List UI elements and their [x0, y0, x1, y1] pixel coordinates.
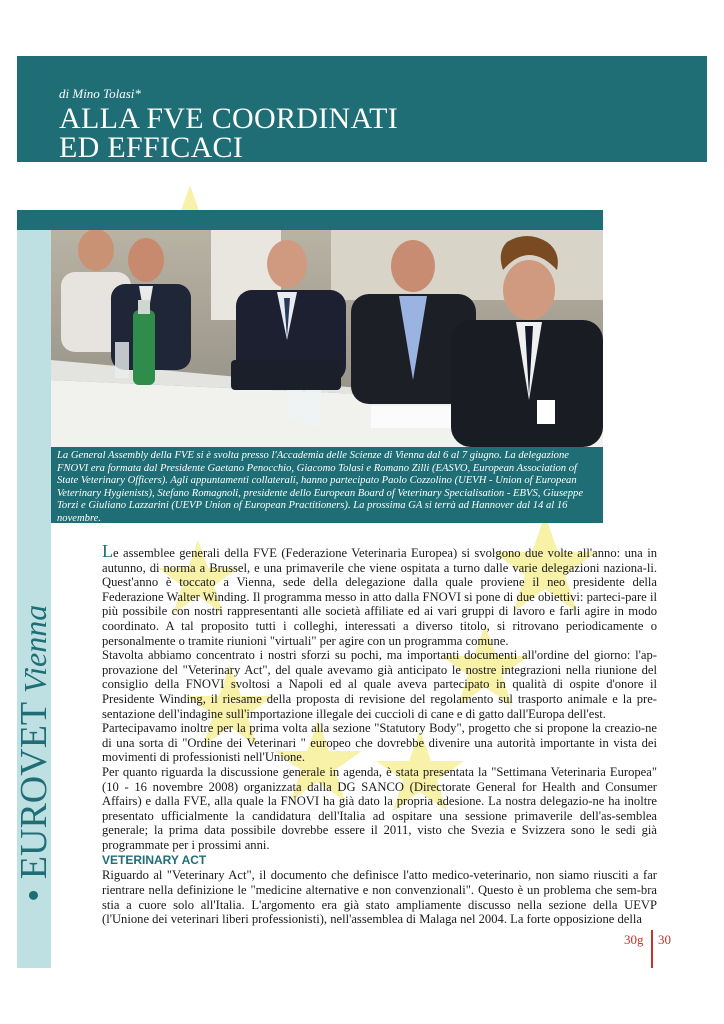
- title-line-2: ED EFFICACI: [59, 131, 244, 164]
- body-paragraph: Per quanto riguarda la discussione generale in agenda, è stata presentata la "Settimana Veterinaria Europea" (10 - 16 novembre 2008) organizzata dalla DG SANCO (Directorate General for Health and Consumer Affairs) e dalla FVE, alla quale la FNOVI ha già dato la propria adesione. La nostra delegazio-ne ha inoltre presentato ufficialmente la candidatura dell'Italia ad ospitare una sessione primaverile dell'as-semblea generale; la prima data possibile dovrebbe essere il 2011, visto che Svezia e Svizzera sono le sedi già programmate per i prossimi anni.: [102, 764, 657, 852]
- page-number: 30: [658, 932, 671, 947]
- paragraph-1-text: e assemblee generali della FVE (Federazione Veterinaria Europea) si svolgono due volte all'anno: una in autunno, di norma a Brussel, e una primaverile che viene ospitata a turno dalle varie delegazioni naziona-li. Quest'anno è toccato a Vienna, sede della delegazione dalla quale proviene il neo presidente della Federazione Walter Winding. Il programma messo in atto dalla FNOVI si pone di due obiettivi: parteci-pare il più possibile con nostri rappresentanti alle società affiliate ed ai vari gruppi di lavoro e farli agire in modo coordinato. A tal proposito tutti i colleghi, interessati a diverso titolo, si ritrovano periodicamente o personalmente o tramite riunioni "virtuali" per agire con un programma comune.: [102, 546, 657, 648]
- body-paragraph: [102, 541, 657, 648]
- sidebar-label-place: Vienna: [17, 604, 53, 694]
- article-body: [102, 541, 657, 927]
- photo-illustration: [51, 230, 603, 447]
- dropcap: L: [102, 541, 113, 561]
- sidebar-label-main: • EUROVET: [13, 702, 55, 902]
- water-bottle: [133, 310, 155, 385]
- body-paragraph: Riguardo al "Veterinary Act", il documento che definisce l'atto medico-veterinario, non siamo riusciti a far rientrare nella definizione le "medicine alternative e non convenzionali". Questo è un problema che sem-bra stia a cuore solo all'Italia. L'argomento era già stato ampliamente discusso nella sezione della UEVP (l'Unione dei veterinari liberi professionisti), nell'assemblea di Malaga nel 2004. La forte opposizione della: [102, 868, 657, 927]
- page-number-divider: [651, 930, 653, 968]
- body-paragraph: Stavolta abbiamo concentrato i nostri sforzi su pochi, ma importanti documenti all'ordine del giorno: l'ap-provazione del "Veterinary Act", del quale avevamo già anticipato le nostre integrazioni nella riunione del consiglio della FNOVI svoltosi a Napoli ed al quale aveva partecipato in qualità di ospite d'onore il Presidente Winding, il riesame della proposta di revisione del regolamento sul trasporto animale e la pre-sentazione dell'indagine sull'importazione illegale dei cuccioli di cane e di gatto dall'Europa dell'est.: [102, 648, 657, 721]
- photo-top-bar: [17, 210, 603, 230]
- title-line-1: ALLA FVE COORDINATI: [59, 102, 399, 135]
- article-header: [17, 56, 707, 162]
- page-number-label: 30g: [624, 932, 644, 947]
- sidebar-section-label: [15, 605, 54, 902]
- section-sidebar: [13, 230, 55, 968]
- author-byline: di Mino Tolasi*: [59, 86, 141, 101]
- article-title: [59, 104, 398, 162]
- meeting-photo: [51, 230, 603, 447]
- laptop-bag: [231, 360, 341, 390]
- body-paragraph: Partecipavamo inoltre per la prima volta alla sezione "Statutory Body", progetto che si propone la creazio-ne di una sorta di "Ordine dei Veterinari " europeo che dovrebbe divenire una autorità importante in vista dei movimenti di professionisti nell'Unione.: [102, 721, 657, 765]
- photo-caption: La General Assembly della FVE si è svolta presso l'Accademia delle Scienze di Vienna dal 6 al 7 giugno. La delegazione FNOVI era formata dal Presidente Gaetano Penocchio, Giacomo Tolasi e Romano Zilli (EASVO, European Association of State Veterinary Officers). Agli appuntamenti collaterali, hanno partecipato Paolo Cozzolino (UEVH - Union of European Veterinary Hygienists), Stefano Romagnoli, presidente dello European Board of Veterinary Specialisation - EBVS, Giuseppe Torzi e Giuliano Lazzarini (UEVP Union of European Practitioners). La prossima GA si terrà ad Hannover dal 14 al 16 novembre.: [51, 447, 603, 523]
- section-heading: VETERINARY ACT: [102, 853, 207, 868]
